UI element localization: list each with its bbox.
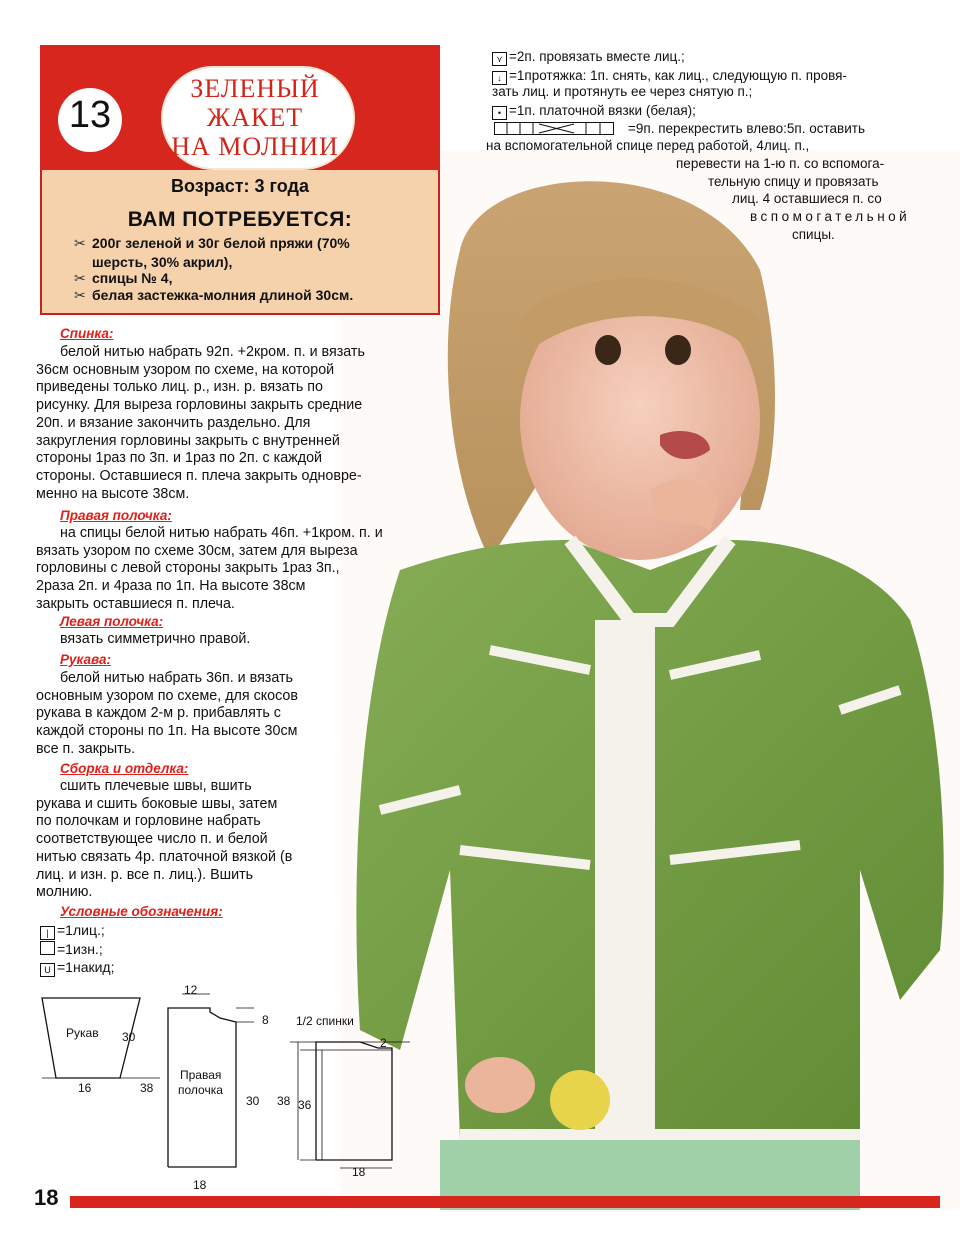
legend-text: =1протяжка: 1п. снять, как лиц., следующую п. провя- (509, 68, 847, 83)
text-line: по полочкам и горловине набрать (36, 813, 261, 830)
text-line: белой нитью набрать 36п. и вязать (60, 670, 293, 686)
materials-heading: ВАМ ПОТРЕБУЕТСЯ: (127, 208, 353, 231)
section-symbols-title: Условные обозначения: (60, 904, 223, 919)
text-line: закругления горловины закрыть с внутренней (36, 432, 340, 449)
material-text: 200г зеленой и 30г белой пряжи (70% (92, 235, 350, 251)
section-left-front-title: Левая полочка: (60, 614, 164, 629)
text-line: рисунку. Для выреза горловины закрыть средние (36, 397, 363, 414)
scissors-icon: ✂ (74, 287, 86, 303)
text-line: менно на высоте 38см. (36, 485, 190, 502)
text-line: все п. закрыть. (36, 740, 136, 757)
text-line: стороны 1раз по 3п. и 1раз по 2п. с каждой (36, 450, 323, 467)
text-line: рукава в каждом 2-м р. прибавлять с (36, 705, 281, 722)
back-height-36: 36 (298, 1098, 312, 1112)
sleeve-height: 30 (122, 1030, 136, 1044)
text-line: стороны. Оставшиеся п. плеча закрыть одновре- (36, 467, 362, 484)
age-line: Возраст: 3 года (171, 176, 309, 196)
legend-cable-cont: перевести на 1-ю п. со вспомога- (676, 156, 885, 171)
back-height-38: 38 (277, 1094, 291, 1108)
sleeve-width: 16 (78, 1081, 92, 1095)
legend-skp-cont: зать лиц. и протянуть ее через снятую п.; (492, 84, 753, 99)
text-line: рукава и сшить боковые швы, затем (36, 795, 278, 812)
legend-text: =1п. платочной вязки (белая); (509, 103, 696, 118)
back-width: 18 (352, 1165, 366, 1179)
legend-cable: =9п. перекрестить влево:5п. оставить (628, 121, 865, 136)
footer-bar (70, 1196, 940, 1208)
knit-symbol-icon: | (40, 926, 55, 940)
legend-cable-cont: на вспомогательной спице перед работой, 4лиц. п., (486, 138, 810, 153)
garter-symbol-icon: • (492, 106, 507, 120)
pattern-number: 13 (68, 94, 112, 136)
text-line: нитью связать 4р. платочной вязкой (в (36, 848, 293, 865)
material-text: спицы № 4, (92, 270, 173, 286)
legend-cable-cont: тельную спицу и провязать (708, 174, 879, 189)
text-line: горловины с левой стороны закрыть 1раз 3п., (36, 560, 340, 577)
text-line: соответствующее число п. и белой (36, 831, 268, 848)
symbol-text: =1накид; (57, 959, 115, 975)
text-line: вязать узором по схеме 30см, затем для выреза (36, 542, 358, 559)
front-label: Правая (180, 1068, 222, 1082)
section-sleeves-title: Рукава: (60, 652, 112, 667)
symbol-text: =1лиц.; (57, 922, 105, 938)
text-line: белой нитью набрать 92п. +2кром. п. и вязать (60, 344, 365, 360)
section-back-title: Спинка: (60, 326, 114, 341)
title-line-1: ЗЕЛЕНЫЙ (190, 74, 320, 103)
title-line-3: НА МОЛНИИ (171, 132, 339, 161)
text-line: 36см основным узором по схеме, на которой (36, 361, 335, 378)
sleeve-label: Рукав (66, 1026, 99, 1040)
legend-cable-cont: лиц. 4 оставшиеся п. со (732, 191, 882, 206)
back-label: 1/2 спинки (296, 1014, 354, 1028)
scissors-icon: ✂ (74, 270, 86, 286)
front-label-2: полочка (178, 1083, 223, 1097)
text-line: молнию. (36, 884, 93, 901)
text-line: основным узором по схеме, для скосов (36, 687, 298, 704)
material-text: шерсть, 30% акрил), (92, 254, 233, 270)
front-height: 30 (246, 1094, 260, 1108)
symbol-text: =1изн.; (57, 941, 103, 957)
yarn-over-symbol-icon: U (40, 963, 55, 977)
text-line: приведены только лиц. р., изн. р. вязать по (36, 379, 323, 396)
skp-symbol-icon: ↓ (492, 71, 507, 85)
text-line: каждой стороны по 1п. На высоте 30см (36, 723, 298, 740)
text-line: сшить плечевые швы, вшить (60, 778, 252, 794)
legend-text: =2п. провязать вместе лиц.; (509, 49, 685, 64)
scissors-icon: ✂ (74, 235, 86, 251)
k2tog-symbol-icon: ⋎ (492, 52, 507, 66)
front-neck-depth: 8 (262, 1013, 269, 1027)
front-width: 18 (193, 1178, 207, 1192)
title-line-2: ЖАКЕТ (206, 103, 304, 132)
legend-cable-cont: спицы. (792, 227, 835, 242)
section-left-front-text: вязать симметрично правой. (60, 631, 251, 647)
measure-38-left: 38 (140, 1081, 154, 1095)
section-assembly-title: Сборка и отделка: (60, 761, 189, 776)
text-line: 20п. и вязание закончить раздельно. Для (36, 414, 311, 431)
page-number: 18 (34, 1185, 59, 1210)
text-line: 2раза 2п. и 4раза по 1п. На высоте 38см (36, 578, 306, 595)
text-line: на спицы белой нитью набрать 46п. +1кром. п. и (60, 525, 383, 541)
text-line: лиц. и изн. р. все п. лиц.). Вшить (36, 866, 254, 883)
front-neck-width: 12 (184, 983, 198, 997)
material-text: белая застежка-молния длиной 30см. (92, 287, 354, 303)
section-right-front-title: Правая полочка: (60, 508, 172, 523)
legend-cable-cont: вспомогательной (750, 209, 911, 224)
back-shoulder: 2 (380, 1036, 387, 1050)
text-line: закрыть оставшиеся п. плеча. (36, 595, 235, 612)
